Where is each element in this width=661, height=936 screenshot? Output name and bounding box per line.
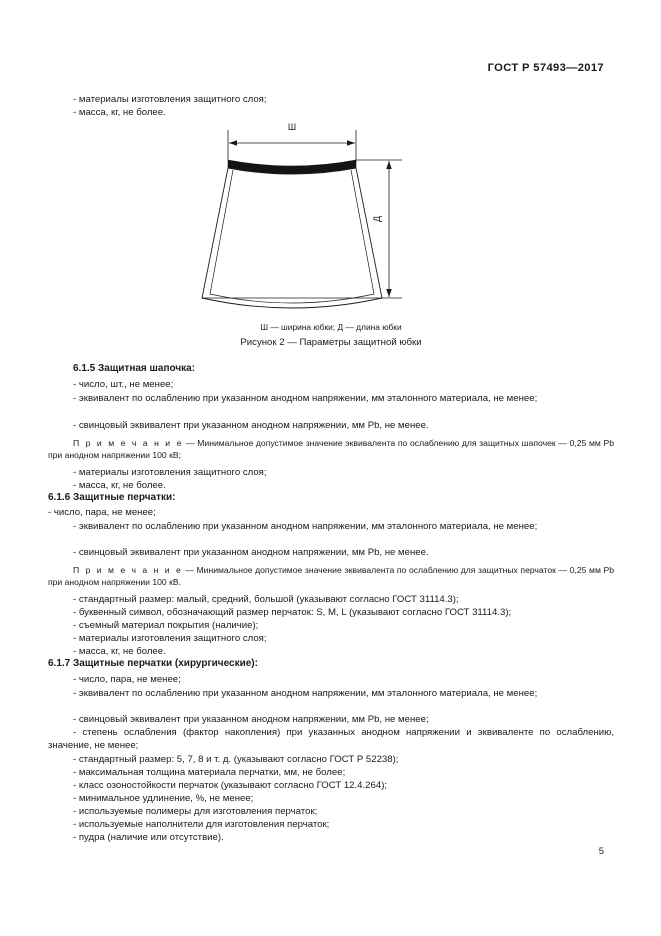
list-item-text: - буквенный символ, обозначающий размер перчаток: S, M, L (указывают согласно ГОСТ 31114.3); — [73, 607, 512, 618]
list-item-text: - эквивалент по ослаблению при указанном анодном напряжении, мм эталонного материала, не менее; — [73, 521, 538, 532]
section-616-after-note-0 — [48, 593, 614, 606]
list-item-text: - степень ослабления (фактор накопления) при указанных анодном напряжении и эквиваленте по ослаблению, значение, не менее; — [48, 727, 614, 752]
section-617-item-10 — [48, 831, 614, 844]
section-615-after-note-1 — [48, 479, 614, 492]
note-text: — Минимальное допустимое значение эквивалента по ослаблению для защитных перчаток — 0,25 мм Pb при анодном напряжении 100 кВ. — [48, 565, 614, 588]
length-arrow-top-icon — [386, 161, 392, 169]
section-heading-6-1-6: 6.1.6 Защитные перчатки: — [48, 492, 176, 503]
section-617-item-2 — [48, 713, 614, 726]
section-616-item-1 — [48, 520, 614, 533]
section-616-note — [48, 564, 614, 588]
list-item-text: - материалы изготовления защитного слоя; — [73, 467, 267, 478]
note-label: П р и м е ч а н и е — [73, 438, 184, 448]
figure-2-protective-skirt — [196, 122, 466, 322]
section-617-item-1 — [48, 687, 614, 700]
section-617-item-7 — [48, 792, 614, 805]
section-615-note — [48, 437, 614, 461]
list-item-text: - материалы изготовления защитного слоя; — [73, 633, 267, 644]
section-615-item-1 — [48, 392, 614, 405]
section-615-after-note-0 — [48, 466, 614, 479]
list-item-text: - масса, кг, не более. — [73, 646, 166, 657]
section-617-item-6 — [48, 779, 614, 792]
section-heading-6-1-7: 6.1.7 Защитные перчатки (хирургические): — [48, 658, 258, 669]
list-item-text: - используемые наполнители для изготовления перчаток; — [73, 819, 330, 830]
note-text: — Минимальное допустимое значение эквивалента по ослаблению для защитных шапочек — 0,25 мм Pb при анодном напряжении 100 кВ; — [48, 438, 614, 461]
section-616-after-note-4 — [48, 645, 614, 658]
section-616-item-0 — [48, 506, 614, 519]
document-header-standard-number: ГОСТ Р 57493—2017 — [487, 62, 604, 74]
list-item-text: - свинцовый эквивалент при указанном анодном напряжении, мм Pb, не менее. — [73, 547, 429, 558]
list-item-text: - используемые полимеры для изготовления перчаток; — [73, 806, 318, 817]
list-item-text: - эквивалент по ослаблению при указанном анодном напряжении, мм эталонного материала, не менее; — [73, 393, 538, 404]
list-item-text: - число, пара, не менее; — [73, 674, 181, 685]
section-615-item-2 — [48, 419, 614, 432]
list-item-text: - свинцовый эквивалент при указанном анодном напряжении, мм Pb, не менее. — [73, 420, 429, 431]
section-617-item-3 — [48, 726, 614, 753]
top-list-item-1-text: - материалы изготовления защитного слоя; — [73, 94, 267, 105]
section-617-item-4 — [48, 753, 614, 766]
list-item-text: - стандартный размер: 5, 7, 8 и т. д. (указывают согласно ГОСТ Р 52238); — [73, 754, 399, 765]
note-label: П р и м е ч а н и е — [73, 565, 183, 575]
top-list-item-1 — [48, 93, 614, 106]
width-arrow-right-icon — [347, 140, 355, 146]
section-617-item-5 — [48, 766, 614, 779]
top-list-item-2-text: - масса, кг, не более. — [73, 107, 166, 118]
section-617-item-8 — [48, 805, 614, 818]
figure-2-title: Рисунок 2 — Параметры защитной юбки — [240, 337, 422, 348]
figure-width-label: Ш — [287, 122, 297, 132]
top-list-item-2 — [48, 106, 614, 119]
section-616-after-note-3 — [48, 632, 614, 645]
skirt-outer-outline — [202, 168, 382, 308]
list-item-text: - класс озоностойкости перчаток (указывают согласно ГОСТ 12.4.264); — [73, 780, 388, 791]
page-number: 5 — [598, 845, 604, 856]
section-heading-6-1-5: 6.1.5 Защитная шапочка: — [73, 363, 196, 374]
section-616-after-note-2 — [48, 619, 614, 632]
list-item-text: - эквивалент по ослаблению при указанном анодном напряжении, мм эталонного материала, не менее; — [73, 688, 538, 699]
section-615-item-0 — [48, 378, 614, 391]
section-617-item-9 — [48, 818, 614, 831]
list-item-text: - число, пара, не менее; — [48, 507, 156, 518]
list-item-text: - стандартный размер: малый, средний, большой (указывают согласно ГОСТ 31114.3); — [73, 594, 459, 605]
section-617-item-0 — [48, 673, 614, 686]
list-item-text: - съемный материал покрытия (наличие); — [73, 620, 259, 631]
list-item-text: - минимальное удлинение, %, не менее; — [73, 793, 254, 804]
list-item-text: - максимальная толщина материала перчатки, мм, не более; — [73, 767, 346, 778]
width-arrow-left-icon — [229, 140, 237, 146]
figure-length-label: Д — [372, 215, 382, 222]
list-item-text: - свинцовый эквивалент при указанном анодном напряжении, мм Pb, не менее; — [73, 714, 429, 725]
section-616-item-2 — [48, 546, 614, 559]
skirt-drawing-svg — [196, 122, 466, 322]
length-arrow-bottom-icon — [386, 289, 392, 297]
list-item-text: - масса, кг, не более. — [73, 480, 166, 491]
list-item-text: - число, шт., не менее; — [73, 379, 174, 390]
section-616-after-note-1 — [48, 606, 614, 619]
figure-2-legend: Ш — ширина юбки; Д — длина юбки — [260, 322, 402, 332]
list-item-text: - пудра (наличие или отсутствие). — [73, 832, 224, 843]
